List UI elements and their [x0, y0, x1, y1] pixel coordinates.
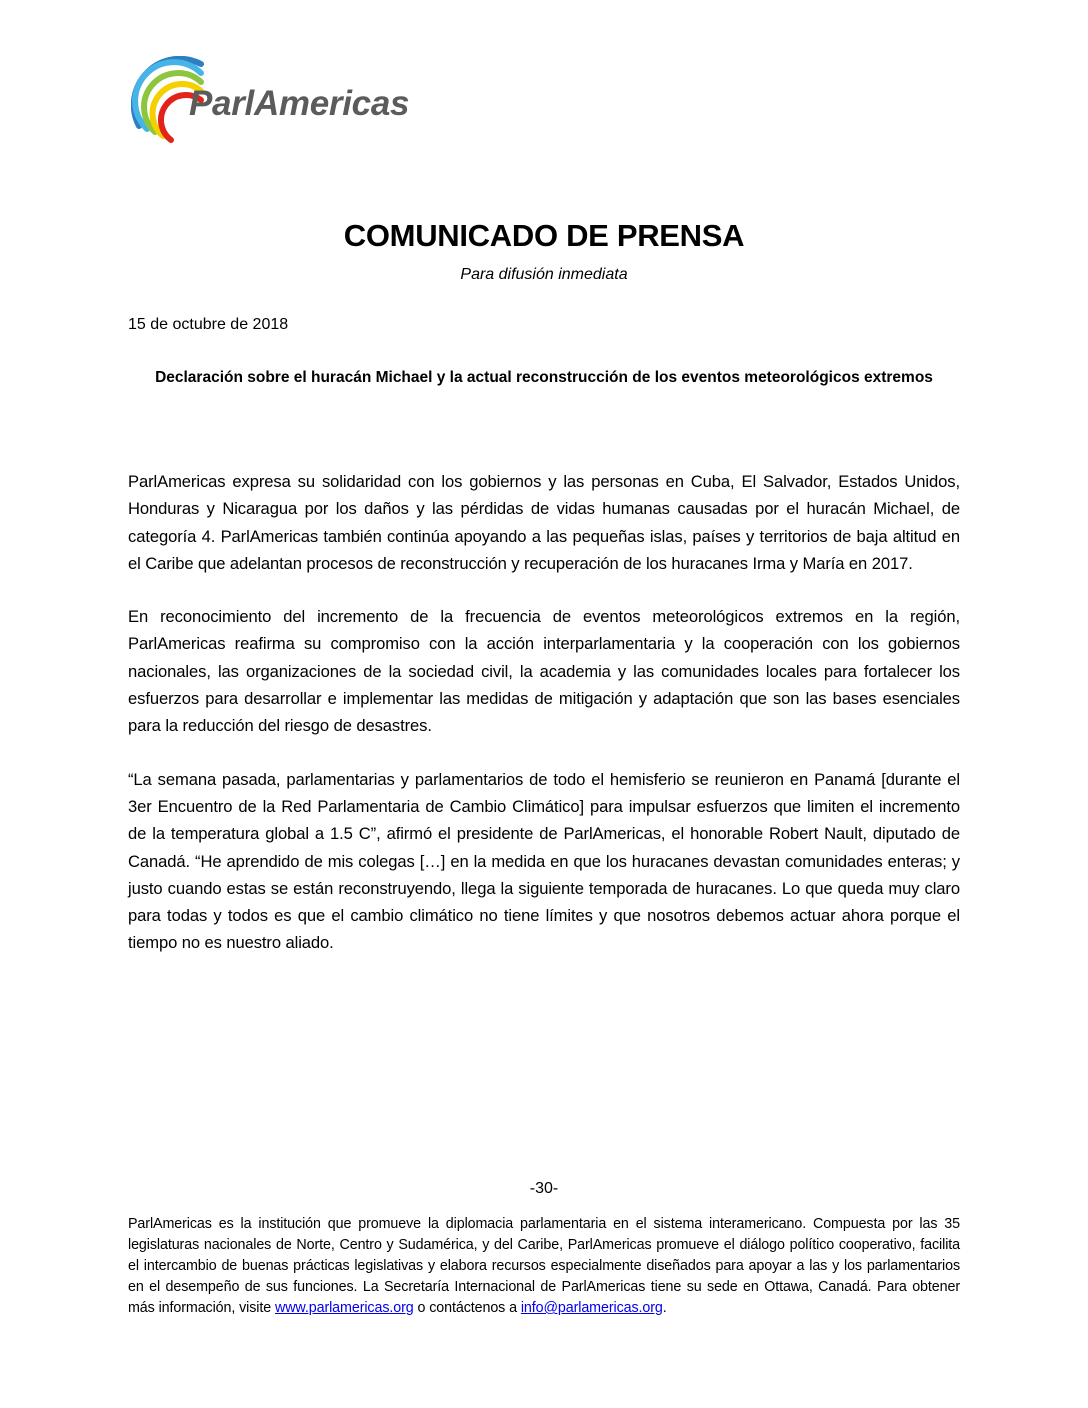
end-marker: -30-	[529, 1180, 559, 1197]
paragraph: En reconocimiento del incremento de la frecuencia de eventos meteorológicos extremos en la región, ParlAmericas reafirma su compromiso con la acción interparlamentaria y la cooperación con los gobiernos nacionales, las organizaciones de la sociedad civil, la academia y las comunidades locales para fortalecer los esfuerzos para desarrollar e implementar las medidas de mitigación y adaptación que son las bases esenciales para la reducción del riesgo de desastres.	[128, 607, 960, 736]
page-title: COMUNICADO DE PRENSA	[343, 218, 745, 253]
footer-description: ParlAmericas es la institución que promueve la diplomacia parlamentaria en el sistema interamericano. Compuesta por las 35 legislaturas nacionales de Norte, Centro y Sudamérica, y del Caribe, ParlAmericas promueve el diálogo político cooperativo, facilita el intercambio de buenas prácticas legislativas y elabora recursos especialmente diseñados para apoyar a las y los parlamentarios en el desempeño de sus funciones. La Secretaría Internacional de ParlAmericas tiene su sede en Ottawa, Canadá. Para obtener más información, visite	[128, 1216, 960, 1316]
footer-text	[128, 1214, 960, 1319]
footer-connector: o contáctenos a	[417, 1300, 517, 1316]
body-text	[128, 468, 960, 983]
paragraph: ParlAmericas expresa su solidaridad con los gobiernos y las personas en Cuba, El Salvador, Estados Unidos, Honduras y Nicaragua por los daños y las pérdidas de vidas humanas causadas por el huracán Michael, de categoría 4. ParlAmericas también continúa apoyando a las pequeñas islas, países y territorios de baja altitud en el Caribe que adelantan procesos de reconstrucción y recuperación de los huracanes Irma y María en 2017.	[128, 472, 960, 573]
parlamericas-logo	[131, 56, 451, 151]
paragraph: “La semana pasada, parlamentarias y parlamentarios de todo el hemisferio se reunieron en Panamá [durante el 3er Encuentro de la Red Parlamentaria de Cambio Climático] para impulsar esfuerzos que limiten el incremento de la temperatura global a 1.5 C”, afirmó el presidente de ParlAmericas, el honorable Robert Nault, diputado de Canadá. “He aprendido de mis colegas […] en la medida en que los huracanes devastan comunidades enteras; y justo cuando estas se están reconstruyendo, llega la siguiente temporada de huracanes. Lo que queda muy claro para todas y todos es que el cambio climático no tiene límites y que nosotros debemos actuar ahora porque el tiempo no es nuestro aliado.	[128, 769, 960, 953]
release-date: 15 de octubre de 2018	[128, 316, 289, 333]
page-subtitle: Para difusión inmediata	[460, 266, 628, 283]
footer-end: .	[662, 1300, 667, 1316]
website-link[interactable]: www.parlamericas.org	[274, 1300, 414, 1316]
logo-wordmark: ParlAmericas	[189, 84, 410, 123]
email-link[interactable]: info@parlamericas.org	[520, 1300, 663, 1316]
headline: Declaración sobre el huracán Michael y la actual reconstrucción de los eventos meteorológicos extremos	[155, 369, 933, 386]
